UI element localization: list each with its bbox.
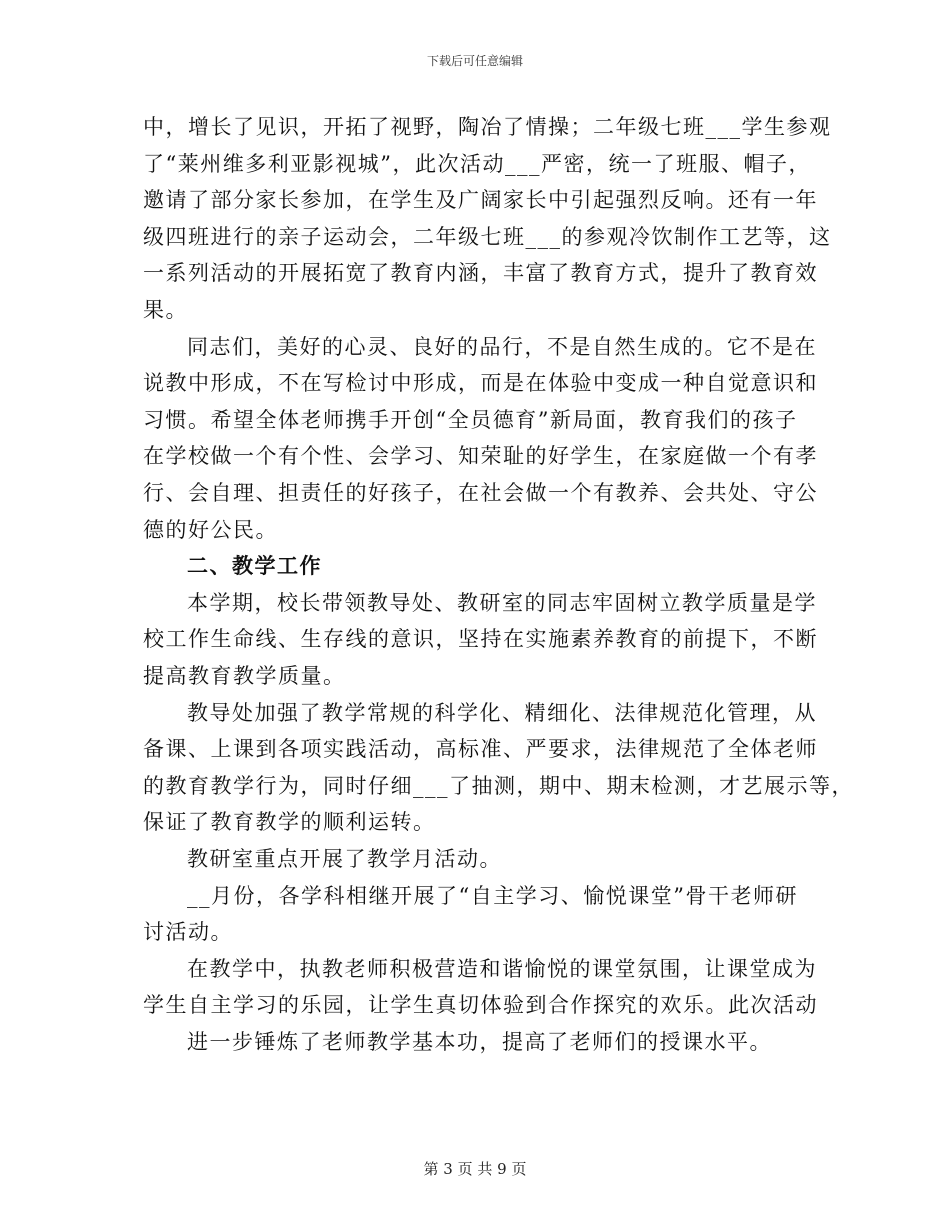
paragraph-line: 在学校做一个有个性、会学习、知荣耻的好学生，在家庭做一个有孝: [143, 444, 818, 469]
paragraph-line: 进一步锤炼了老师教学基本功，提高了老师们的授课水平。: [187, 1030, 772, 1054]
paragraph-line: __月份，各学科相继开展了“自主学习、愉悦课堂”骨干老师研: [187, 883, 798, 908]
paragraph-line: 的教育教学行为，同时仔细___了抽测，期中、期末检测，才艺展示等，: [143, 773, 854, 798]
paragraph-line: 本学期，校长带领教导处、教研室的同志牢固树立教学质量是学: [187, 590, 817, 615]
paragraph-line: 邀请了部分家长参加，在学生及广阔家长中引起强烈反响。还有一年: [143, 188, 818, 213]
paragraph-line: 保证了教育教学的顺利运转。: [143, 810, 436, 835]
paragraph-line: 教导处加强了教学常规的科学化、精细化、法律规范化管理，从: [187, 700, 817, 725]
paragraph-line: 习惯。希望全体老师携手开创“全员德育”新局面，教育我们的孩子: [143, 407, 798, 432]
paragraph-line: 了“莱州维多利亚影视城”，此次活动___严密，统一了班服、帽子，: [143, 151, 811, 176]
paragraph-line: 说教中形成，不在写检讨中形成，而是在体验中变成一种自觉意识和: [143, 371, 818, 396]
paragraph-line: 讨活动。: [143, 920, 233, 945]
paragraph-line: 果。: [143, 298, 188, 322]
paragraph-line: 教研室重点开展了教学月活动。: [187, 847, 502, 871]
paragraph-line: 学生自主学习的乐园，让学生真切体验到合作探究的欢乐。此次活动: [143, 993, 818, 1018]
paragraph-line: 同志们，美好的心灵、良好的品行，不是自然生成的。它不是在: [187, 334, 817, 359]
paragraph-line: 中，增长了见识，开拓了视野，陶冶了情操；二年级七班___学生参观: [143, 115, 832, 139]
paragraph-line: 德的好公民。: [143, 517, 278, 542]
paragraph-line: 在教学中，执教老师积极营造和谐愉悦的课堂氛围，让课堂成为: [187, 956, 817, 981]
paragraph-line: 一系列活动的开展拓宽了教育内涵，丰富了教育方式，提升了教育效: [143, 261, 818, 286]
paragraph-line: 级四班进行的亲子运动会，二年级七班___的参观冷饮制作工艺等，这: [143, 224, 832, 249]
paragraph-line: 校工作生命线、生存线的意识，坚持在实施素养教育的前提下，不断: [143, 627, 818, 652]
page-header: 下载后可任意编辑: [426, 54, 523, 68]
page-footer: 第 3 页 共 9 页: [423, 1160, 527, 1178]
section-heading: 二、教学工作: [187, 553, 322, 579]
paragraph-line: 备课、上课到各项实践活动，高标准、严要求，法律规范了全体老师: [143, 737, 818, 762]
paragraph-line: 行、会自理、担责任的好孩子，在社会做一个有教养、会共处、守公: [143, 481, 818, 505]
paragraph-line: 提高教育教学质量。: [143, 664, 346, 688]
